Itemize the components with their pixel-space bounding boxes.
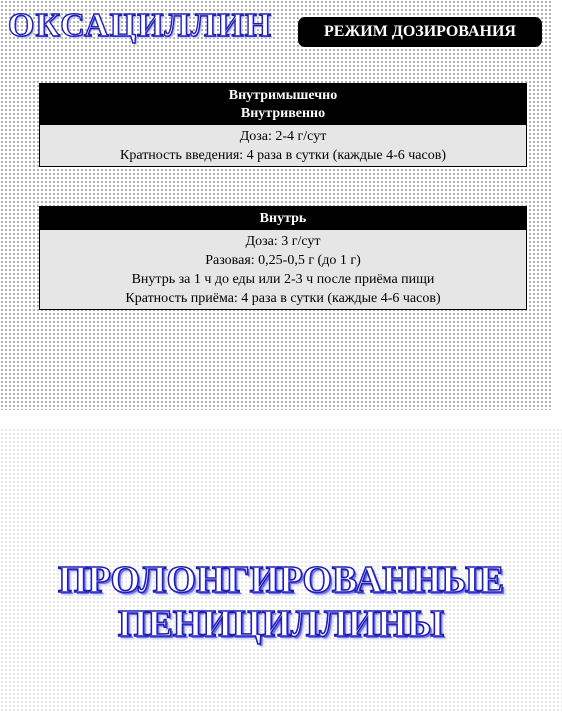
daily-dose-row: Доза: 3 г/сут (245, 234, 321, 249)
single-dose-row: Разовая: 0,25-0,5 г (до 1 г) (205, 253, 361, 268)
parenteral-dosing-table (39, 83, 527, 167)
table-body (40, 230, 526, 309)
frequency-row: Кратность приёма: 4 раза в сутки (каждые 4-6 часов) (125, 291, 441, 306)
table-header (40, 84, 526, 125)
frequency-row: Кратность введения: 4 раза в сутки (каждые 4-6 часов) (120, 148, 446, 163)
route-oral: Внутрь (259, 211, 307, 226)
daily-dose-row: Доза: 2-4 г/сут (239, 129, 327, 144)
section-title (0, 558, 562, 646)
route-intramuscular: Внутримышечно (228, 88, 338, 103)
oral-dosing-table (39, 206, 527, 310)
timing-row: Внутрь за 1 ч до еды или 2-3 ч после приёма пищи (131, 272, 435, 287)
table-header (40, 207, 526, 230)
section-title-line-2: ПЕНИЦИЛЛИНЫ (117, 603, 445, 645)
table-body (40, 125, 526, 166)
section-title-line-1: ПРОЛОНГИРОВАННЫЕ (57, 559, 505, 601)
dosing-mode-badge: РЕЖИМ ДОЗИРОВАНИЯ (298, 17, 542, 47)
route-intravenous: Внутривенно (240, 106, 326, 121)
drug-title: ОКСАЦИЛЛИН (8, 7, 273, 44)
